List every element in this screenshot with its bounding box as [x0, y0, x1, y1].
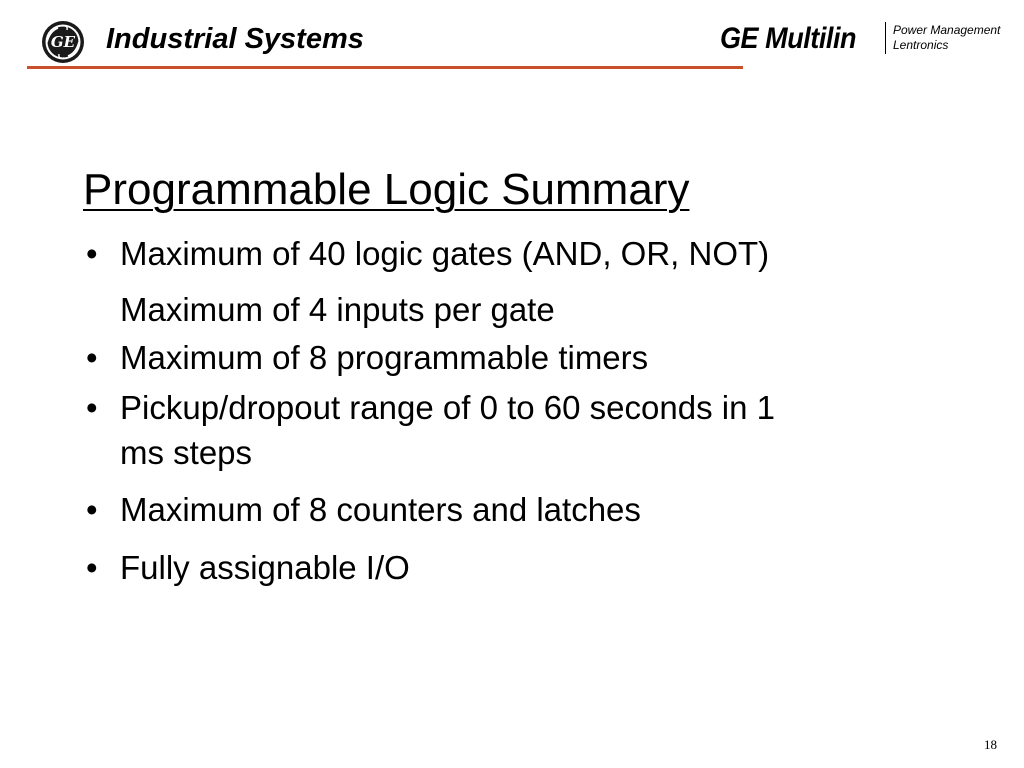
- bullet-marker: •: [86, 339, 98, 376]
- section-title: Industrial Systems: [106, 23, 364, 55]
- bullet-text: Maximum of 8 counters and latches: [120, 491, 641, 528]
- brand-line-power-management: Power Management: [893, 23, 1001, 37]
- bullet-text: Fully assignable I/O: [120, 549, 410, 586]
- brand-logo-text: GE Multilin: [720, 22, 857, 55]
- ge-monogram-icon: [41, 20, 85, 64]
- slide-title: Programmable Logic Summary: [83, 165, 690, 214]
- bullet-marker: •: [86, 491, 98, 528]
- bullet-text: Maximum of 4 inputs per gate: [120, 291, 555, 328]
- bullet-marker: •: [86, 389, 98, 426]
- brand-subtitle: [893, 23, 1000, 53]
- bullet-text: ms steps: [120, 434, 253, 471]
- brand-divider: [885, 22, 886, 54]
- bullet-text: Maximum of 8 programmable timers: [120, 339, 649, 376]
- bullet-marker: •: [86, 549, 98, 586]
- svg-text:GE: GE: [50, 33, 76, 51]
- page-number: 18: [984, 737, 997, 752]
- brand-line-lentronics: Lentronics: [893, 38, 949, 52]
- bullet-text: Maximum of 40 logic gates (AND, OR, NOT): [120, 235, 770, 272]
- header-divider: [27, 66, 743, 69]
- bullet-text: Pickup/dropout range of 0 to 60 seconds in 1: [120, 389, 775, 426]
- bullet-marker: •: [86, 235, 98, 272]
